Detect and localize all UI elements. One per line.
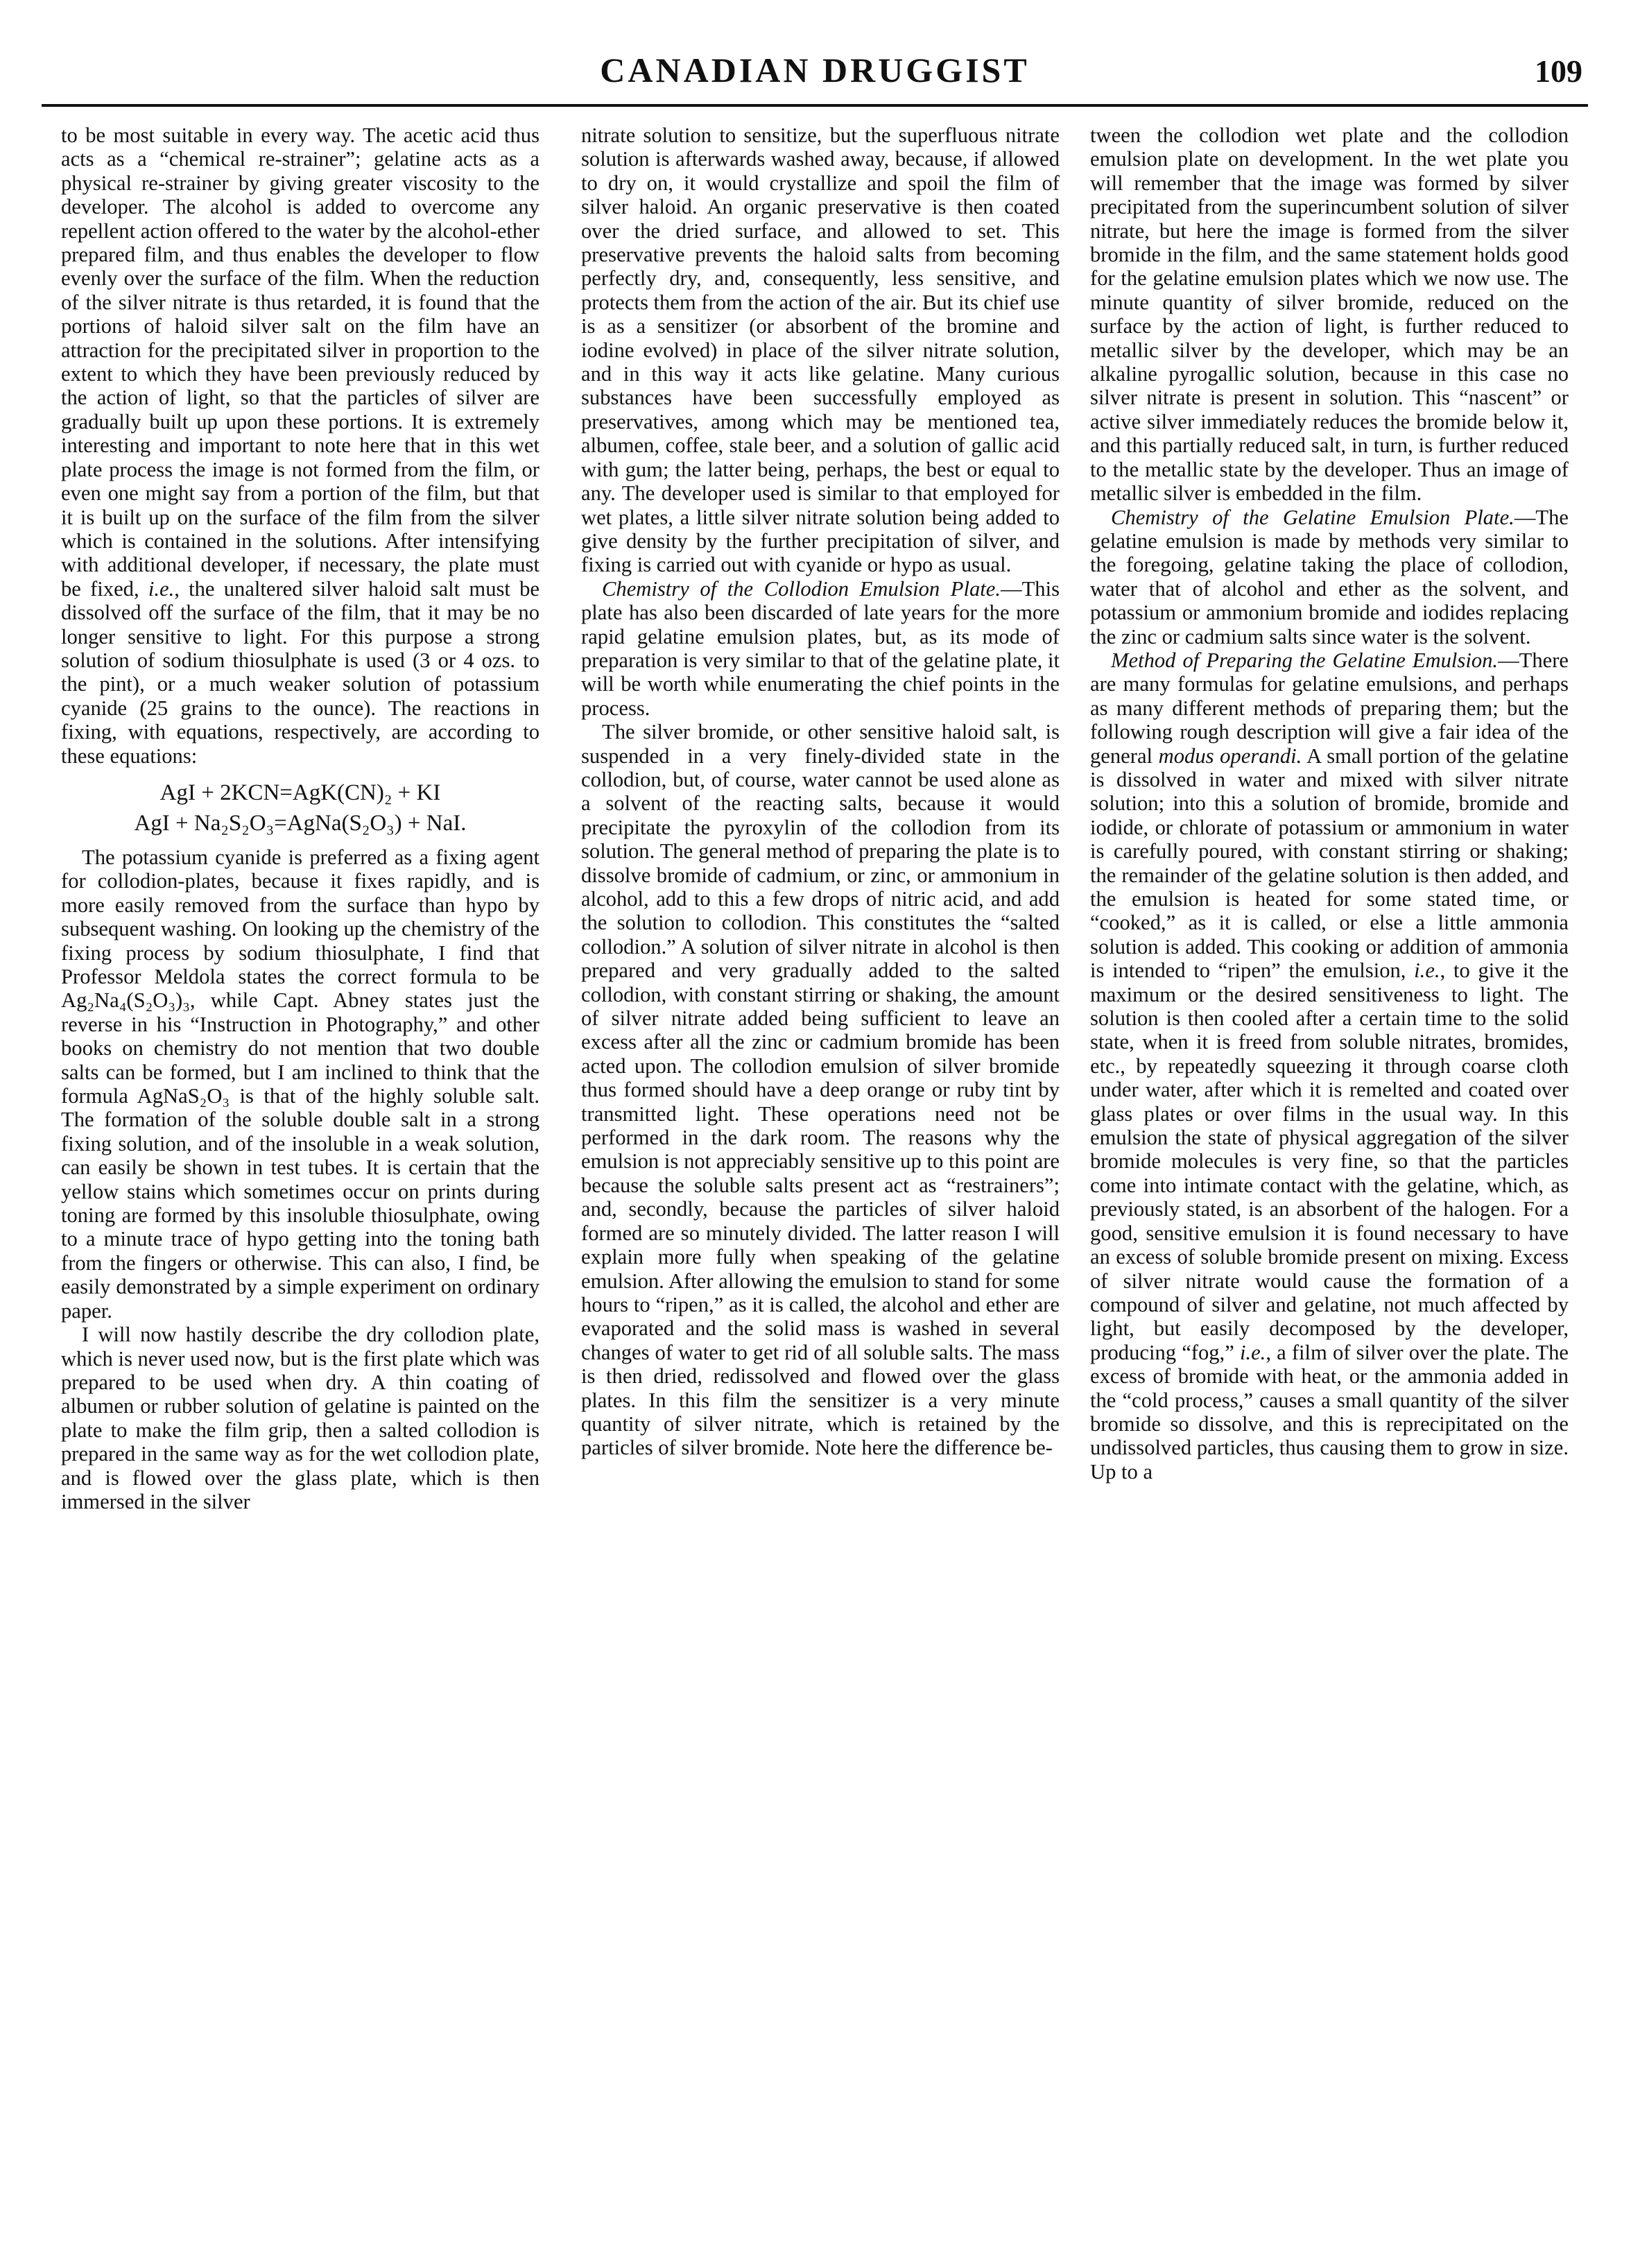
equation-cyanide: AgI + 2KCN=AgK(CN)₂ + KI [159, 780, 441, 805]
page-header [42, 50, 1588, 105]
text-column-1 [61, 123, 540, 1513]
text-run: , the unaltered silver haloid salt must be dissolved off the surface of the film, that it may be no longer sensitive to light. For this purpose a strong solution of sodium thiosulphate is used (3 or 4 ozs. to the pint), or a much weaker solution of potassium cyanide (25 grains to the ounce). The reactions in fixing, with equations, respectively, are according to these equations: [61, 576, 540, 768]
paragraph [61, 123, 540, 768]
header-rule [42, 104, 1588, 107]
italic-ie: i.e. [1239, 1340, 1266, 1364]
paragraph: The silver bromide, or other sensitive haloid salt, is suspended in a very finely-divided state in the collodion, but, of course, water cannot be used alone as a solvent of the reacting salts, because it would precipitate the pyroxylin of the collodion from its solution. The general method of preparing the plate is to dissolve bromide of cadmium, or zinc, or ammonium in alcohol, add to this a few drops of nitric acid, and add the solution to collodion. This constitutes the “salted collodion.” A solution of silver nitrate in alcohol is then prepared and very gradually added to the salted collodion, with constant stirring or shaking, the amount of silver nitrate added being sufficient to leave an excess after all the zinc or cadmium bromide has been acted upon. The collodion emulsion of silver bromide thus formed should have a deep orange or ruby tint by transmitted light. These operations need not be performed in the dark room. The reasons why the emulsion is not appreciably sensitive up to this point are because the soluble salts present act as “restrainers”; and, secondly, because the particles of silver haloid formed are so minutely divided. The latter reason I will explain more fully when speaking of the gelatine emulsion. After allowing the emulsion to stand for some hours to “ripen,” as it is called, the alcohol and ether are evaporated and the solid mass is washed in several changes of water to get rid of all soluble salts. The mass is then dried, redissolved and flowed over the glass plates. In this film the sensitizer is a very minute quantity of silver nitrate, which is retained by the particles of silver bromide. Note here the difference be- [581, 720, 1060, 1460]
text-run: —The gelatine emulsion is made by methods very similar to the foregoing, gelatine taking the place of collodion, water that of alcohol and ether as the solvent, and potassium or ammonium bromide and iodides replacing the zinc or cadmium salts since water is the solvent. [1090, 505, 1569, 648]
section-heading-gelatine-emulsion: Chemistry of the Gelatine Emulsion Plate. [1111, 505, 1514, 529]
paragraph: The potassium cyanide is preferred as a fixing agent for collodion-plates, because it fixes rapidly, and is more easily removed from the surface than hypo by subsequent washing. On looking up the chemistry of the fixing process by sodium thiosulphate, I find that Professor Meldola states the correct formula to be Ag₂Na₄(S₂O₃)₃, while Capt. Abney states just the reverse in his “Instruction in Photography,” and other books on chemistry do not mention that two double salts can be formed, but I am inclined to think that the formula AgNaS₂O₃ is that of the highly soluble salt. The formation of the soluble double salt in a strong fixing solution, and of the insoluble in a weak solution, can easily be shown in test tubes. It is certain that the yellow stains which sometimes occur on prints during toning are formed by this insoluble thiosulphate, owing to a minute trace of hypo getting into the toning bath from the fingers or otherwise. This can also, I find, be easily demonstrated by a simple experiment on ordinary paper. [61, 845, 540, 1323]
paragraph: tween the collodion wet plate and the collodion emulsion plate on development. In the wet plate you will remember that the image was formed by silver precipitated from the superincumbent solution of silver nitrate, but here the image is formed from the silver bromide in the film, and the same statement holds good for the gelatine emulsion plates which we now use. The minute quantity of silver bromide, reduced on the surface by the action of light, is further reduced to metallic silver by the developer, which may be an alkaline pyrogallic solution, because in this case no silver nitrate is present in solution. This “nascent” or active silver immediately reduces the bromide below it, and this partially reduced salt, in turn, is further reduced to the metallic state by the developer. Thus an image of metallic silver is embedded in the film. [1090, 123, 1569, 506]
paragraph [1090, 648, 1569, 1484]
page-number: 109 [1535, 53, 1582, 89]
running-title: CANADIAN DRUGGIST [600, 51, 1030, 89]
italic-ie: i.e. [1414, 959, 1440, 983]
section-heading-collodion-emulsion: Chemistry of the Collodion Emulsion Plate. [602, 576, 1001, 601]
text-run: to be most suitable in every way. The acetic acid thus acts as a “chemical re-strainer”; gelatine acts as a physical re-strainer by giving greater viscosity to the developer. The alcohol is added to overcome any repellent action offered to the water by the alcohol-ether prepared film, and thus enables the developer to flow evenly over the surface of the film. When the reduction of the silver nitrate is thus retarded, it is found that the portions of haloid silver salt on the film have an attraction for the precipitated silver in proportion to the extent to which they have been previously reduced by the action of light, so that the particles of silver are gradually built up upon these portions. It is extremely interesting and important to note here that in this wet plate process the image is not formed from the film, or even one might say from a portion of the film, but that it is built up on the surface of the film from the silver which is contained in the solutions. After intensifying with additional developer, if necessary, the plate must be fixed, [61, 123, 540, 601]
text-run: , to give it the maximum or the desired sensitiveness to light. The solution is then cooled after a certain time to the solid state, when it is freed from soluble nitrates, bromides, etc., by repeatedly squeezing it through coarse cloth under water, after which it is remelted and coated over glass plates or over films in the usual way. In this emulsion the state of physical aggregation of the silver bromide molecules is very fine, so that the particles come into intimate contact with the gelatine, which, as previously stated, is an absorbent of the halogen. For a good, sensitive emulsion it is found necessary to have an excess of soluble bromide present on mixing. Excess of silver nitrate would cause the formation of a compound of silver and gelatine, not much affected by light, but easily decomposed by the developer, producing “fog,” [1090, 959, 1569, 1364]
text-run: —This plate has also been discarded of late years for the more rapid gelatine emulsion plates, but, as its mode of preparation is very similar to that of the gelatine plate, it will be worth while enumerating the chief points in the process. [581, 576, 1060, 720]
italic-ie: i.e. [148, 576, 175, 601]
text-run: —There are many formulas for gelatine emulsions, and perhaps as many different methods of preparing them; but the following rough description will give a fair idea of the general [1090, 648, 1569, 768]
paragraph: nitrate solution to sensitize, but the superfluous nitrate solution is afterwards washed away, because, if allowed to dry on, it would crystallize and spoil the film of silver haloid. An organic preservative is then coated over the dried surface, and allowed to set. This preservative prevents the haloid salts from becoming perfectly dry, and, consequently, less sensitive, and protects them from the action of the air. But its chief use is as a sensitizer (or absorbent of the bromine and iodine evolved) in place of the silver nitrate solution, and in this way it acts like gelatine. Many curious substances have been successfully employed as preservatives, among which may be mentioned tea, albumen, coffee, stale beer, and a solution of gallic acid with gum; the latter being, perhaps, the best or equal to any. The developer used is similar to that employed for wet plates, a little silver nitrate solution being added to give density by the further precipitation of silver, and fixing is carried out with cyanide or hypo as usual. [581, 123, 1060, 577]
paragraph: I will now hastily describe the dry collodion plate, which is never used now, but is the first plate which was prepared to be used when dry. A thin coating of albumen or rubber solution of gelatine is painted on the plate to make the film grip, then a salted collodion is prepared in the same way as for the wet collodion plate, and is flowed over the glass plate, which is then immersed in the silver [61, 1323, 540, 1513]
paragraph [581, 577, 1060, 720]
text-run: A small portion of the gelatine is dissolved in water and mixed with silver nitrate solution; into this a solution of bromide, bromide and iodide, or chlorate of potassium or ammonium in water is carefully poured, with constant stirring or shaking; the remainder of the gelatine solution is then added, and the emulsion is heated for some stated time, or “cooked,” as it is called, or else a little ammonia solution is added. This cooking or addition of ammonia is intended to “ripen” the emulsion, [1090, 744, 1569, 983]
section-heading-preparing-emulsion: Method of Preparing the Gelatine Emulsion. [1111, 648, 1499, 672]
equation-thiosulphate: AgI + Na₂S₂O₃=AgNa(S₂O₃) + NaI. [134, 810, 467, 836]
text-column-2 [581, 123, 1060, 1460]
text-column-3 [1090, 123, 1569, 1484]
paragraph [1090, 506, 1569, 648]
italic-modus-operandi: modus operandi. [1158, 744, 1302, 768]
chemical-equations [61, 778, 540, 839]
text-run: , a film of silver over the plate. The excess of bromide with heat, or the ammonia added in the “cold process,” causes a small quantity of the silver bromide so dissolve, and this is reprecipitated on the undissolved particles, thus causing them to grow in size. Up to a [1090, 1340, 1569, 1484]
